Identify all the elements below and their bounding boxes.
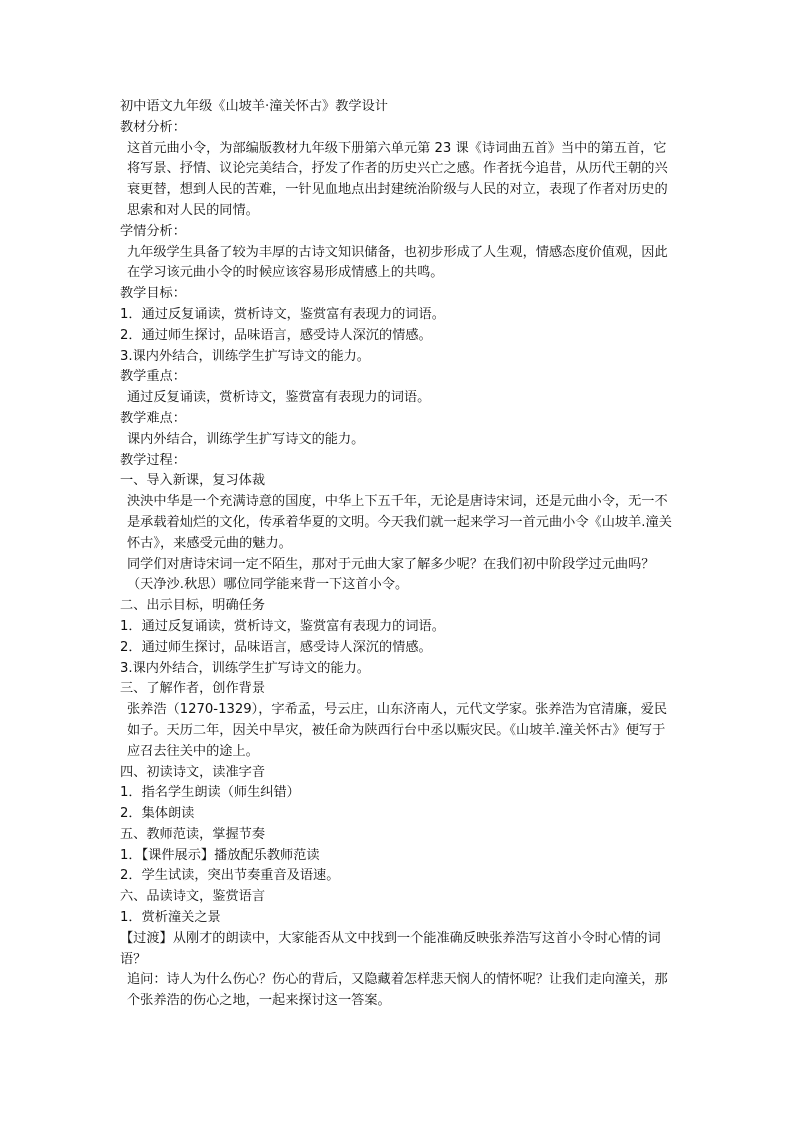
paragraph: 课内外结合，训练学生扩写诗文的能力。 xyxy=(127,431,365,447)
list-item: 3.课内外结合，训练学生扩写诗文的能力。 xyxy=(120,348,370,364)
section-heading: 学情分析： xyxy=(120,223,186,239)
paragraph: 同学们对唐诗宋词一定不陌生，那对于元曲大家了解多少呢？在我们初中阶段学过元曲吗？（天净沙.秋思）哪位同学能来背一下这首小令。 xyxy=(127,556,655,593)
step-heading: 五、教师范读，掌握节奏 xyxy=(120,826,266,842)
paragraph: 这首元曲小令，为部编版教材九年级下册第六单元第 23 课《诗词曲五首》当中的第五首，它将写景、抒情、议论完美结合，抒发了作者的历史兴亡之感。作者抚今追昔，从历代王朝的兴衰更替，想到人民的苦难，一针见血地点出封建统治阶级与人民的对立，表现了作者对历史的思索和对人民的同情。 xyxy=(127,140,668,218)
document-body xyxy=(120,97,676,1012)
list-item: 2．学生试读，突出节奏重音及语速。 xyxy=(120,868,340,884)
list-item: 2．集体朗读 xyxy=(120,806,195,822)
list-item: 1．通过反复诵读，赏析诗文，鉴赏富有表现力的词语。 xyxy=(120,618,445,634)
step-heading: 六、品读诗文，鉴赏语言 xyxy=(120,889,266,905)
list-item: 1．指名学生朗读（师生纠错） xyxy=(120,785,300,801)
list-item: 3.课内外结合，训练学生扩写诗文的能力。 xyxy=(120,660,370,676)
list-item: 1．通过反复诵读，赏析诗文，鉴赏富有表现力的词语。 xyxy=(120,306,445,322)
list-item: 1．【课件展示】播放配乐教师范读 xyxy=(120,847,320,863)
step-heading: 三、了解作者，创作背景 xyxy=(120,681,266,697)
document-title: 初中语文九年级《山坡羊·潼关怀古》教学设计 xyxy=(120,99,388,114)
section-heading: 教学过程： xyxy=(120,452,186,468)
list-item: 2．通过师生探讨，品味语言，感受诗人深沉的情感。 xyxy=(120,327,432,343)
step-heading: 二、出示目标，明确任务 xyxy=(120,598,266,614)
step-heading: 四、初读诗文，读准字音 xyxy=(120,764,266,780)
paragraph: 张养浩（1270-1329），字希孟，号云庄，山东济南人，元代文学家。张养浩为官清廉，爱民如子。天历二年，因关中旱灾，被任命为陕西行台中丞以赈灾民。《山坡羊.潼关怀古》便写于应召去往关中的途上。 xyxy=(127,702,668,759)
paragraph: 泱泱中华是一个充满诗意的国度，中华上下五千年，无论是唐诗宋词，还是元曲小令，无一不是承载着灿烂的文化，传承着华夏的文明。今天我们就一起来学习一首元曲小令《山坡羊.潼关怀古》，来感受元曲的魅力。 xyxy=(127,494,672,551)
section-heading: 教材分析： xyxy=(120,119,186,135)
paragraph: 【过渡】从刚才的朗读中，大家能否从文中找到一个能准确反映张养浩写这首小令时心情的词语？ xyxy=(120,930,661,967)
section-heading: 教学目标： xyxy=(120,286,186,302)
paragraph: 九年级学生具备了较为丰厚的古诗文知识储备，也初步形成了人生观，情感态度价值观，因此在学习该元曲小令的时候应该容易形成情感上的共鸣。 xyxy=(127,244,668,281)
list-item: 1．赏析潼关之景 xyxy=(120,910,221,926)
list-item: 2．通过师生探讨，品味语言，感受诗人深沉的情感。 xyxy=(120,639,432,655)
section-heading: 教学难点： xyxy=(120,410,186,426)
paragraph: 追问：诗人为什么伤心？伤心的背后，又隐藏着怎样悲天悯人的情怀呢？让我们走向潼关，那个张养浩的伤心之地，一起来探讨这一答案。 xyxy=(127,972,668,1009)
section-heading: 教学重点： xyxy=(120,369,186,385)
paragraph: 通过反复诵读，赏析诗文，鉴赏富有表现力的词语。 xyxy=(127,390,431,406)
step-heading: 一、导入新课，复习体裁 xyxy=(120,473,266,489)
